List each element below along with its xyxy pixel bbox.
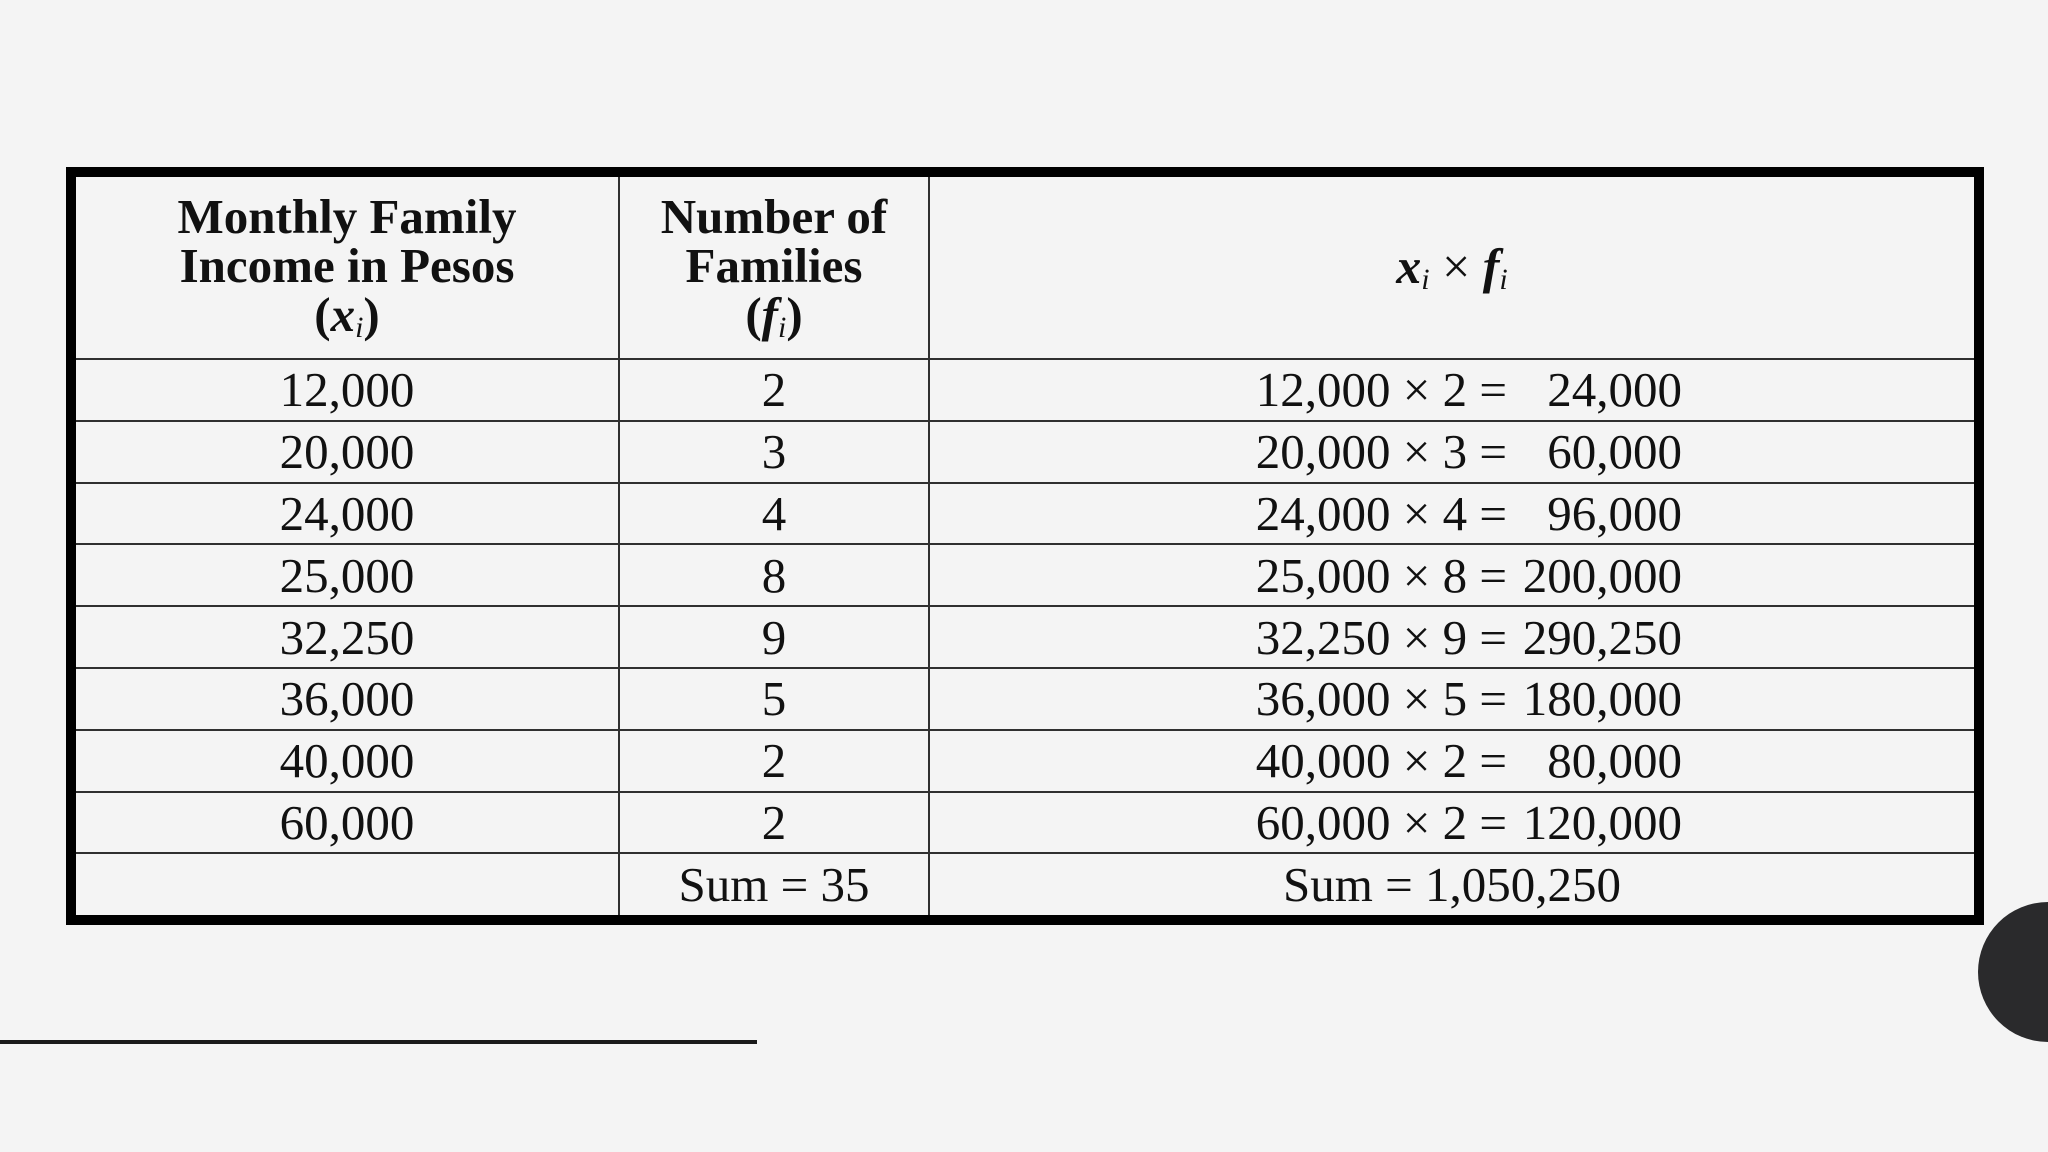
sum-row [76,853,1974,915]
header-income [76,177,619,359]
families-cell: 2 [619,359,929,421]
table-row [76,606,1974,668]
decorative-circle [1978,902,2048,1042]
income-cell: 25,000 [76,544,619,606]
symbol-f: f [1482,237,1500,294]
header-families-line2: Families [685,238,863,293]
product-cell [929,544,1974,606]
product-lhs: 40,000 × 2 = [1255,733,1507,789]
sum-families-cell: Sum = 35 [619,853,929,915]
product-rhs: 60,000 [1547,424,1682,480]
table-row [76,359,1974,421]
product-rhs: 290,250 [1522,609,1682,665]
product-rhs: 200,000 [1522,547,1682,603]
table-row [76,483,1974,545]
families-cell: 3 [619,421,929,483]
sum-income-cell [76,853,619,915]
table-row [76,544,1974,606]
product-lhs: 32,250 × 9 = [1255,609,1507,665]
product-cell [929,730,1974,792]
table-row [76,668,1974,730]
symbol-x: x [1396,237,1422,294]
table-row [76,792,1974,854]
families-cell: 9 [619,606,929,668]
header-families-symbol [620,287,928,344]
income-cell: 12,000 [76,359,619,421]
data-grid [76,177,1974,915]
income-cell: 32,250 [76,606,619,668]
product-rhs: 180,000 [1522,671,1682,727]
income-cell: 40,000 [76,730,619,792]
header-families [619,177,929,359]
header-families-line1: Number of [660,189,888,244]
subscript-i: i [777,311,787,344]
income-cell: 60,000 [76,792,619,854]
income-cell: 36,000 [76,668,619,730]
product-cell [929,421,1974,483]
decorative-rule [0,1040,757,1044]
header-income-symbol [76,287,618,344]
product-cell [929,792,1974,854]
product-lhs: 20,000 × 3 = [1255,424,1507,480]
product-rhs: 24,000 [1547,362,1682,418]
product-lhs: 36,000 × 5 = [1255,671,1507,727]
times-operator: × [1429,237,1483,294]
families-cell: 2 [619,792,929,854]
product-rhs: 80,000 [1547,733,1682,789]
paren-close: ) [363,287,380,342]
header-row [76,177,1974,359]
header-product [929,177,1974,359]
product-lhs: 12,000 × 2 = [1255,362,1507,418]
subscript-i: i [1499,262,1508,296]
sum-product-cell: Sum = 1,050,250 [929,853,1974,915]
product-cell [929,483,1974,545]
subscript-i: i [1421,262,1430,296]
paren-open: ( [745,287,762,342]
product-cell [929,668,1974,730]
product-lhs: 60,000 × 2 = [1255,794,1507,850]
families-cell: 5 [619,668,929,730]
product-rhs: 120,000 [1522,794,1682,850]
product-cell [929,606,1974,668]
product-cell [929,359,1974,421]
symbol-f: f [761,287,778,342]
product-lhs: 25,000 × 8 = [1255,547,1507,603]
table-row [76,730,1974,792]
table-row [76,421,1974,483]
paren-open: ( [314,287,331,342]
frequency-table [66,167,1984,925]
income-cell: 20,000 [76,421,619,483]
families-cell: 2 [619,730,929,792]
paren-close: ) [786,287,803,342]
header-product-formula [1396,238,1508,294]
subscript-i: i [355,311,364,344]
income-cell: 24,000 [76,483,619,545]
families-cell: 8 [619,544,929,606]
header-income-line1: Monthly Family [177,189,517,244]
product-rhs: 96,000 [1547,485,1682,541]
product-lhs: 24,000 × 4 = [1255,485,1507,541]
header-income-line2: Income in Pesos [179,238,515,293]
families-cell: 4 [619,483,929,545]
symbol-x: x [330,287,356,342]
